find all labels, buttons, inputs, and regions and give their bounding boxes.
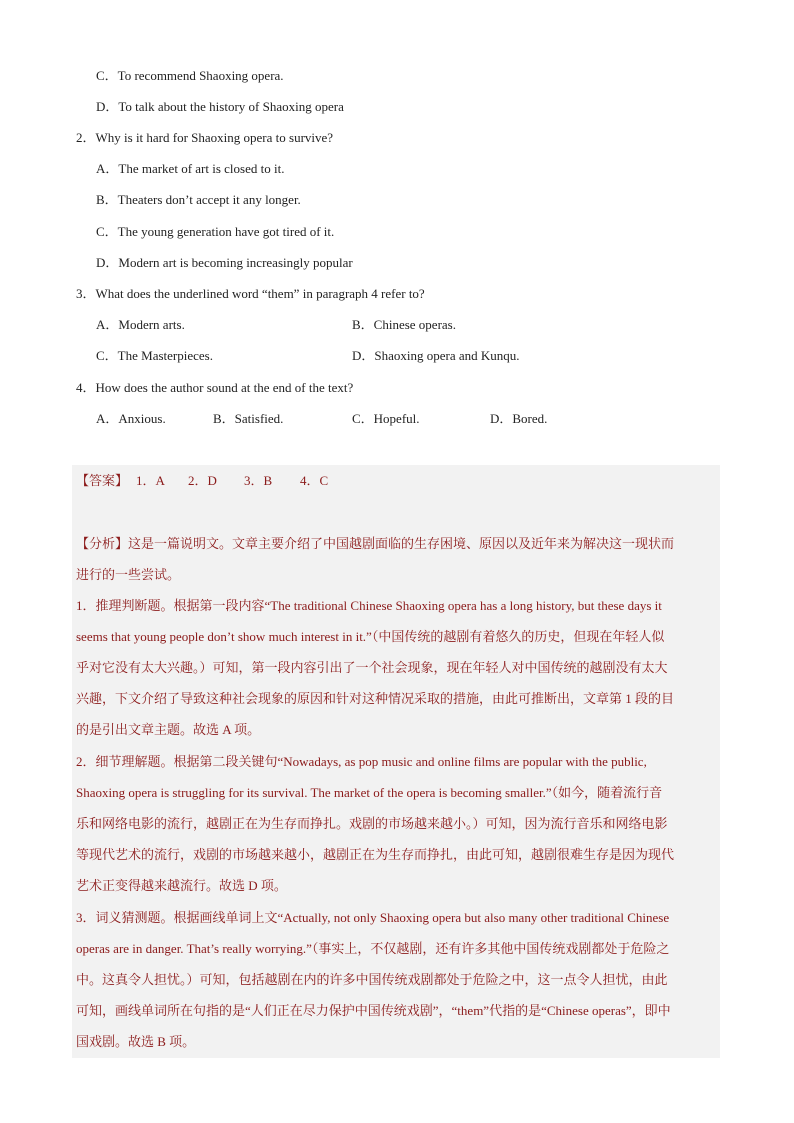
analysis-label: 【分析】 [76,536,129,551]
analysis-line-4: seems that young people don’t show much interest in it.”（中国传统的越剧有着悠久的历史，但现在年轻人似 [76,629,665,644]
analysis-line-5: 乎对它没有太大兴趣。）可知，第一段内容引出了一个社会现象，现在年轻人对中国传统的越剧没有太大 [76,660,668,675]
q3-option-b: B．Chinese operas. [352,317,456,332]
analysis-line-3: 1．推理判断题。根据第一段内容“The traditional Chinese Shaoxing opera has a long history, but these days it [76,598,662,613]
analysis-line-2: 进行的一些尝试。 [76,567,181,582]
analysis-line-10: 乐和网络电影的流行，越剧正在为生存而挣扎。戏剧的市场越来越小。）可知，因为流行音乐和网络电影 [76,816,668,831]
answer-label: 【答案】 [76,473,129,488]
q1-option-c: C．To recommend Shaoxing opera. [96,68,284,83]
q4-option-d: D．Bored. [490,411,548,426]
answer-row [76,473,328,489]
q4-option-a: A．Anxious. [96,411,166,426]
answer-item-1: 1．A [136,473,165,488]
q3-option-d: D．Shaoxing opera and Kunqu. [352,348,520,363]
analysis-line-17: 国戏剧。故选 B 项。 [76,1034,196,1049]
answer-item-2: 2．D [188,473,217,488]
analysis-line-16: 可知，画线单词所在句指的是“人们正在尽力保护中国传统戏剧”，“them”代指的是“Chinese operas”，即中 [76,1003,671,1018]
answer-item-4: 4．C [300,473,329,488]
q2-option-d: D．Modern art is becoming increasingly popular [96,255,353,270]
analysis-line-11: 等现代艺术的流行，戏剧的市场越来越小，越剧正在为生存而挣扎，由此可知，越剧很难生存是因为现代 [76,847,675,862]
q4-question: 4．How does the author sound at the end of the text? [76,380,354,395]
analysis-line-13: 3．词义猜测题。根据画线单词上文“Actually, not only Shaoxing opera but also many other traditional Chinese [76,910,670,925]
q3-question: 3．What does the underlined word “them” in paragraph 4 refer to? [76,286,425,301]
q1-option-d: D．To talk about the history of Shaoxing opera [96,99,344,114]
analysis-line-7: 的是引出文章主题。故选 A 项。 [76,722,261,737]
analysis-line-1: 【分析】这是一篇说明文。文章主要介绍了中国越剧面临的生存困境、原因以及近年来为解决这一现状而 [76,536,675,551]
q4-option-b: B．Satisfied. [213,411,284,426]
analysis-line-9: Shaoxing opera is struggling for its survival. The market of the opera is becoming smaller.”（如今，随着流行音 [76,785,663,800]
q2-option-c: C．The young generation have got tired of it. [96,224,335,239]
q2-option-b: B．Theaters don’t accept it any longer. [96,192,301,207]
answer-item-3: 3．B [244,473,273,488]
q3-option-a: A．Modern arts. [96,317,185,332]
q3-option-c: C．The Masterpieces. [96,348,213,363]
analysis-line-8: 2．细节理解题。根据第二段关键句“Nowadays, as pop music and online films are popular with the public, [76,754,647,769]
analysis-line-15: 中。这真令人担忧。）可知，包括越剧在内的许多中国传统戏剧都处于危险之中，这一点令人担忧，由此 [76,972,668,987]
q2-option-a: A．The market of art is closed to it. [96,161,285,176]
analysis-line-14: operas are in danger. That’s really worrying.”（事实上，不仅越剧，还有许多其他中国传统戏剧都处于危险之 [76,941,670,956]
q2-question: 2．Why is it hard for Shaoxing opera to survive? [76,130,334,145]
q4-option-c: C．Hopeful. [352,411,420,426]
analysis-line-6: 兴趣，下文介绍了导致这种社会现象的原因和针对这种情况采取的措施，由此可推断出，文章第 1 段的目 [76,691,675,706]
analysis-line-12: 艺术正变得越来越流行。故选 D 项。 [76,878,287,893]
